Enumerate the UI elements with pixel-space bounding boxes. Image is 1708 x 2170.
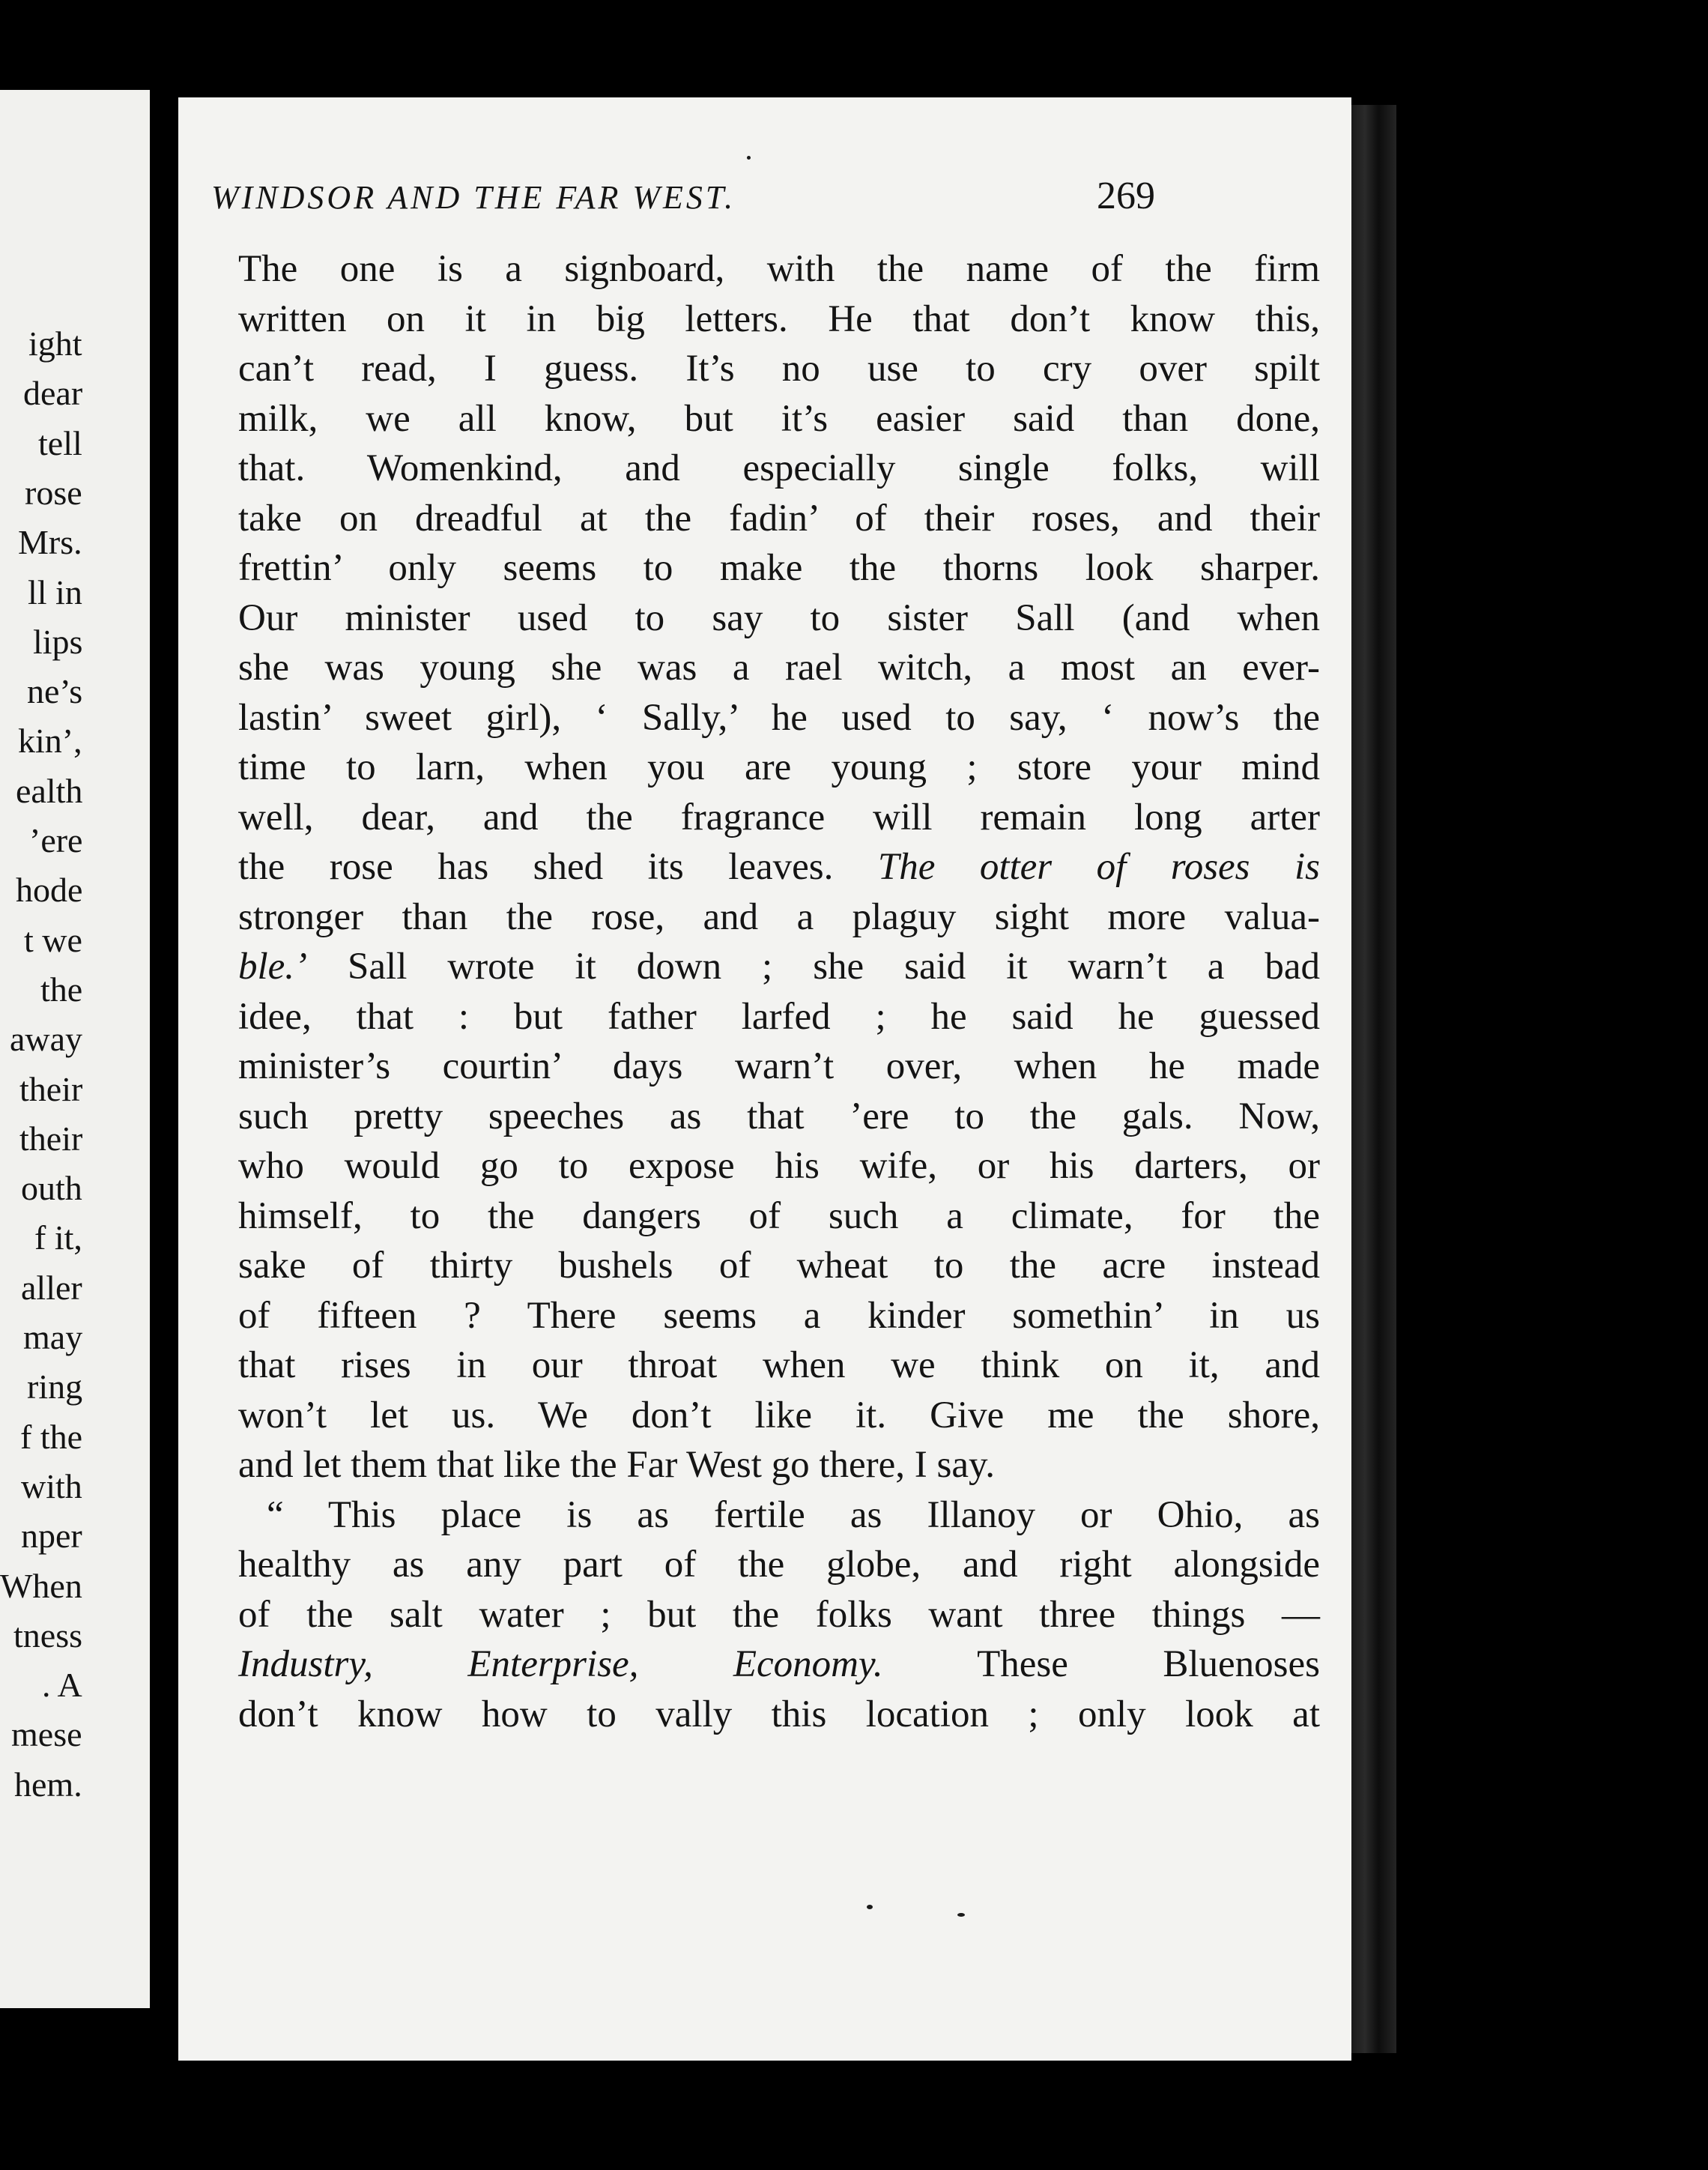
text-line: of the salt water ; but the folks want three things — [238,1593,1320,1636]
text-line: minister’s courtin’ days warn’t over, when he made [238,1045,1320,1087]
text-line: “ This place is as fertile as Illanoy or Ohio, as [267,1493,1320,1536]
text-line: frettin’ only seems to make the thorns look sharper. [238,547,1320,589]
text-line: Our minister used to say to sister Sall (and when [238,596,1320,639]
left-page-line: nper [21,1517,82,1556]
text-line [238,1639,1320,1690]
left-page-line: hode [16,871,83,910]
text-line: who would go to expose his wife, or his darters, or [238,1145,1320,1187]
text-line: of fifteen ? There seems a kinder somethin’ in us [238,1294,1320,1337]
text-segment: Sall wrote it down ; she said it warn’t a bad [348,946,1321,988]
left-page-line: ring [27,1367,83,1406]
left-page-line: the [40,970,83,1009]
text-line: can’t read, I guess. It’s no use to cry over spilt [238,348,1320,390]
page-edge [1351,105,1396,2053]
left-page-line: hem. [14,1765,82,1804]
left-facing-page [0,90,150,2008]
text-line: himself, to the dangers of such a climate, for the [238,1194,1320,1237]
left-page-line: may [23,1318,83,1356]
left-page-line: dear [23,374,83,413]
text-segment: These Bluenoses [977,1643,1320,1685]
text-line-italic: stronger than the rose, and a plaguy sight more valua- [238,895,1320,938]
page-number: 269 [1097,175,1155,217]
left-page-line: Mrs. [18,523,82,562]
text-line: well, dear, and the fragrance will remain long arter [238,796,1320,838]
text-line: and let them that like the Far West go there, I say. [238,1444,995,1486]
text-line: healthy as any part of the globe, and right alongside [238,1544,1320,1586]
left-page-line: ’ere [29,821,83,859]
italic-text: Economy. [733,1643,883,1685]
left-page-line: f the [20,1417,83,1456]
body-text [238,244,1320,1739]
left-page-line: outh [21,1169,82,1208]
ink-speck [867,1905,873,1909]
text-line: milk, we all know, but it’s easier said than done, [238,397,1320,440]
left-page-line: kin’, [18,722,82,761]
italic-text: ble.’ [238,946,308,988]
left-page-line: lips [33,622,83,661]
ink-speck [957,1913,965,1917]
text-line: time to larn, when you are young ; store your mind [238,746,1320,788]
text-line: don’t know how to vally this location ; only look at [238,1693,1320,1735]
left-page-line: . A [42,1666,82,1705]
left-page-line: When [0,1566,82,1605]
text-line: that. Womenkind, and especially single folks, will [238,447,1320,489]
left-page-line: with [21,1466,82,1505]
left-page-line: ight [28,324,82,363]
left-page-line: ne’s [27,672,83,711]
page-header [211,175,1155,238]
ink-speck [747,156,751,160]
left-page-line: ll in [28,572,82,611]
text-line [238,942,1320,992]
left-page-line: their [19,1119,83,1158]
italic-text: Enterprise, [467,1643,639,1685]
left-page-line: their [19,1069,83,1108]
text-line: written on it in big letters. He that don’t know this, [238,297,1320,340]
text-segment: the rose has shed its leaves. [238,846,834,888]
left-page-line: aller [21,1268,82,1307]
left-page-line: ealth [16,771,83,810]
text-line: she was young she was a rael witch, a most an ever- [238,647,1320,689]
text-line: take on dreadful at the fadin’ of their roses, and their [238,497,1320,540]
left-page-line: tell [38,423,82,462]
text-line: lastin’ sweet girl), ‘ Sally,’ he used to say, ‘ now’s the [238,696,1320,739]
left-page-line: mese [11,1715,82,1754]
text-line [238,842,1320,892]
text-line: idee, that : but father larfed ; he said he guessed [238,995,1320,1038]
left-page-line: away [10,1020,83,1059]
left-page-line: t we [24,920,82,959]
text-line: that rises in our throat when we think on it, and [238,1344,1320,1386]
italic-text: Industry, [238,1643,373,1685]
left-page-line: f it, [34,1218,82,1257]
text-line: won’t let us. We don’t like it. Give me the shore, [238,1394,1320,1436]
book-gutter [150,75,178,2038]
text-line: such pretty speeches as that ’ere to the gals. Now, [238,1095,1320,1137]
italic-text: The otter of roses is [877,846,1321,888]
text-line: sake of thirty bushels of wheat to the acre instead [238,1245,1320,1287]
running-head: WINDSOR AND THE FAR WEST. [211,179,736,216]
text-line: The one is a signboard, with the name of the firm [238,248,1320,290]
left-page-line: tness [13,1616,82,1654]
left-page-line: rose [25,473,82,512]
